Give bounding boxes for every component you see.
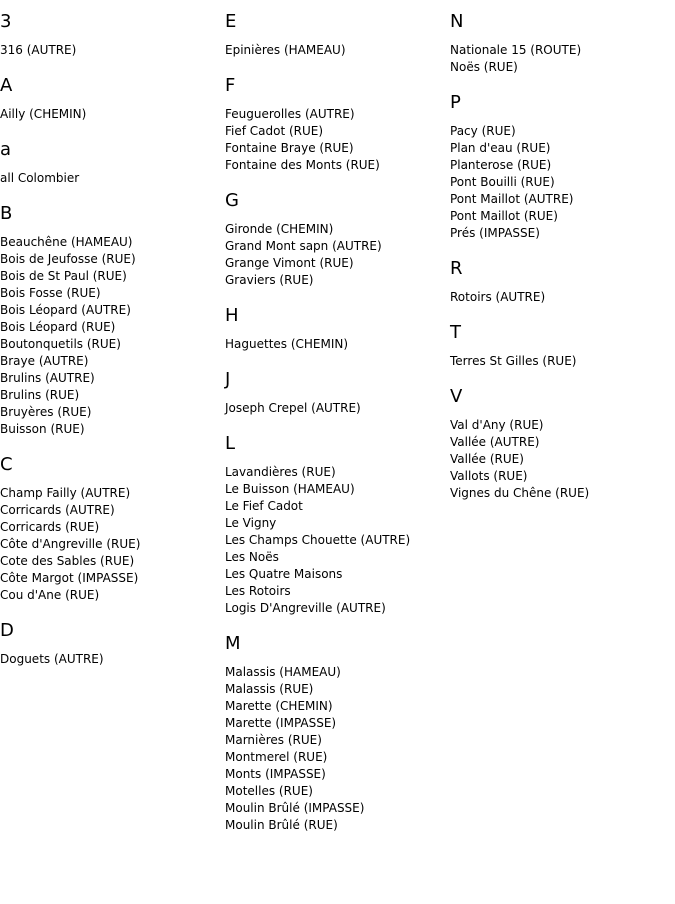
street-item: Malassis (HAMEAU) — [225, 665, 341, 679]
letter-heading: V — [450, 386, 463, 407]
street-item: Les Champs Chouette (AUTRE) — [225, 533, 411, 547]
street-item: Bois Léopard (RUE) — [0, 320, 116, 334]
street-item: Boutonquetils (RUE) — [0, 337, 121, 351]
letter-group — [225, 189, 445, 289]
street-item: all Colombier — [0, 171, 80, 185]
street-item: Bois de St Paul (RUE) — [0, 269, 127, 283]
street-item: Feuguerolles (AUTRE) — [225, 107, 355, 121]
letter-group — [225, 304, 445, 353]
street-item: Beauchêne (HAMEAU) — [0, 235, 133, 249]
street-list — [0, 651, 220, 668]
street-item: Les Quatre Maisons — [225, 567, 343, 581]
street-list — [225, 42, 445, 59]
street-item: Joseph Crepel (AUTRE) — [225, 401, 361, 415]
street-item: Marnières (RUE) — [225, 733, 322, 747]
letter-heading: E — [225, 11, 237, 32]
letter-group — [0, 619, 220, 668]
street-item: Grange Vimont (RUE) — [225, 256, 354, 270]
street-item: Val d'Any (RUE) — [450, 418, 544, 432]
letter-group — [0, 453, 220, 604]
street-item: Corricards (AUTRE) — [0, 503, 115, 517]
letter-group — [0, 10, 220, 59]
street-item: Champ Failly (AUTRE) — [0, 486, 131, 500]
letter-group — [225, 10, 445, 59]
street-list — [0, 42, 220, 59]
letter-heading: G — [225, 190, 239, 211]
street-item: Motelles (RUE) — [225, 784, 313, 798]
street-list — [225, 336, 445, 353]
letter-group — [225, 632, 445, 834]
street-item: Côte Margot (IMPASSE) — [0, 571, 139, 585]
letter-group — [450, 385, 670, 502]
street-list — [225, 664, 445, 834]
street-list — [225, 464, 445, 617]
street-list — [0, 106, 220, 123]
letter-heading: P — [450, 92, 461, 113]
index-column-3 — [450, 10, 670, 517]
letter-group — [225, 432, 445, 617]
street-item: Monts (IMPASSE) — [225, 767, 326, 781]
street-list — [225, 106, 445, 174]
street-item: Le Fief Cadot — [225, 499, 303, 513]
street-item: Grand Mont sapn (AUTRE) — [225, 239, 382, 253]
street-list — [450, 353, 670, 370]
letter-heading: R — [450, 258, 463, 279]
index-column-1 — [0, 10, 220, 683]
street-item: Marette (CHEMIN) — [225, 699, 333, 713]
street-item: Cote des Sables (RUE) — [0, 554, 135, 568]
street-item: Terres St Gilles (RUE) — [450, 354, 577, 368]
street-item: Ailly (CHEMIN) — [0, 107, 87, 121]
street-item: Marette (IMPASSE) — [225, 716, 337, 730]
letter-heading: L — [225, 433, 236, 454]
street-item: Nationale 15 (ROUTE) — [450, 43, 582, 57]
street-item: Vallée (AUTRE) — [450, 435, 540, 449]
street-item: Logis D'Angreville (AUTRE) — [225, 601, 386, 615]
letter-heading: D — [0, 620, 14, 641]
letter-heading: A — [0, 75, 13, 96]
street-list — [450, 42, 670, 76]
index-column-2 — [225, 10, 445, 849]
letter-group — [225, 368, 445, 417]
street-item: Haguettes (CHEMIN) — [225, 337, 349, 351]
street-item: Montmerel (RUE) — [225, 750, 328, 764]
letter-group — [0, 74, 220, 123]
street-item: Pont Bouilli (RUE) — [450, 175, 555, 189]
street-item: Pont Maillot (RUE) — [450, 209, 558, 223]
letter-heading: N — [450, 11, 464, 32]
street-item: Lavandières (RUE) — [225, 465, 336, 479]
street-item: Le Buisson (HAMEAU) — [225, 482, 355, 496]
letter-heading: M — [225, 633, 241, 654]
street-item: Bois de Jeufosse (RUE) — [0, 252, 136, 266]
street-item: Planterose (RUE) — [450, 158, 552, 172]
street-item: Noës (RUE) — [450, 60, 518, 74]
letter-heading: H — [225, 305, 239, 326]
street-item: Bruyères (RUE) — [0, 405, 92, 419]
street-item: Le Vigny — [225, 516, 277, 530]
street-list — [450, 123, 670, 242]
street-item: Corricards (RUE) — [0, 520, 100, 534]
street-item: Fief Cadot (RUE) — [225, 124, 324, 138]
street-list — [0, 234, 220, 438]
street-list — [0, 170, 220, 187]
street-item: Pont Maillot (AUTRE) — [450, 192, 574, 206]
street-item: Fontaine des Monts (RUE) — [225, 158, 380, 172]
letter-group — [450, 91, 670, 242]
street-item: Moulin Brûlé (IMPASSE) — [225, 801, 365, 815]
street-item: Vallée (RUE) — [450, 452, 524, 466]
letter-group — [450, 257, 670, 306]
street-item: Doguets (AUTRE) — [0, 652, 104, 666]
letter-group — [0, 202, 220, 438]
street-list — [450, 417, 670, 502]
street-item: Plan d'eau (RUE) — [450, 141, 551, 155]
street-list — [0, 485, 220, 604]
street-item: Vallots (RUE) — [450, 469, 528, 483]
street-item: Graviers (RUE) — [225, 273, 314, 287]
letter-heading: C — [0, 454, 13, 475]
street-item: Les Noës — [225, 550, 279, 564]
street-item: Bois Léopard (AUTRE) — [0, 303, 131, 317]
street-list — [225, 400, 445, 417]
letter-heading: a — [0, 139, 12, 160]
letter-heading: 3 — [0, 11, 12, 32]
letter-group — [450, 10, 670, 76]
street-item: Brulins (AUTRE) — [0, 371, 95, 385]
street-item: Buisson (RUE) — [0, 422, 85, 436]
street-item: Les Rotoirs — [225, 584, 291, 598]
letter-heading: T — [450, 322, 461, 343]
street-item: Cou d'Ane (RUE) — [0, 588, 100, 602]
letter-heading: B — [0, 203, 13, 224]
street-list — [450, 289, 670, 306]
street-item: Prés (IMPASSE) — [450, 226, 540, 240]
letter-group — [450, 321, 670, 370]
letter-group — [0, 138, 220, 187]
street-item: Vignes du Chêne (RUE) — [450, 486, 590, 500]
street-item: Gironde (CHEMIN) — [225, 222, 334, 236]
letter-heading: J — [225, 369, 231, 390]
street-item: Moulin Brûlé (RUE) — [225, 818, 338, 832]
street-item: Bois Fosse (RUE) — [0, 286, 101, 300]
street-item: 316 (AUTRE) — [0, 43, 77, 57]
street-item: Pacy (RUE) — [450, 124, 516, 138]
street-item: Côte d'Angreville (RUE) — [0, 537, 141, 551]
street-item: Brulins (RUE) — [0, 388, 80, 402]
street-item: Braye (AUTRE) — [0, 354, 89, 368]
street-item: Malassis (RUE) — [225, 682, 314, 696]
street-list — [225, 221, 445, 289]
street-item: Fontaine Braye (RUE) — [225, 141, 354, 155]
street-item: Epinières (HAMEAU) — [225, 43, 346, 57]
letter-heading: F — [225, 75, 236, 96]
street-item: Rotoirs (AUTRE) — [450, 290, 546, 304]
letter-group — [225, 74, 445, 174]
